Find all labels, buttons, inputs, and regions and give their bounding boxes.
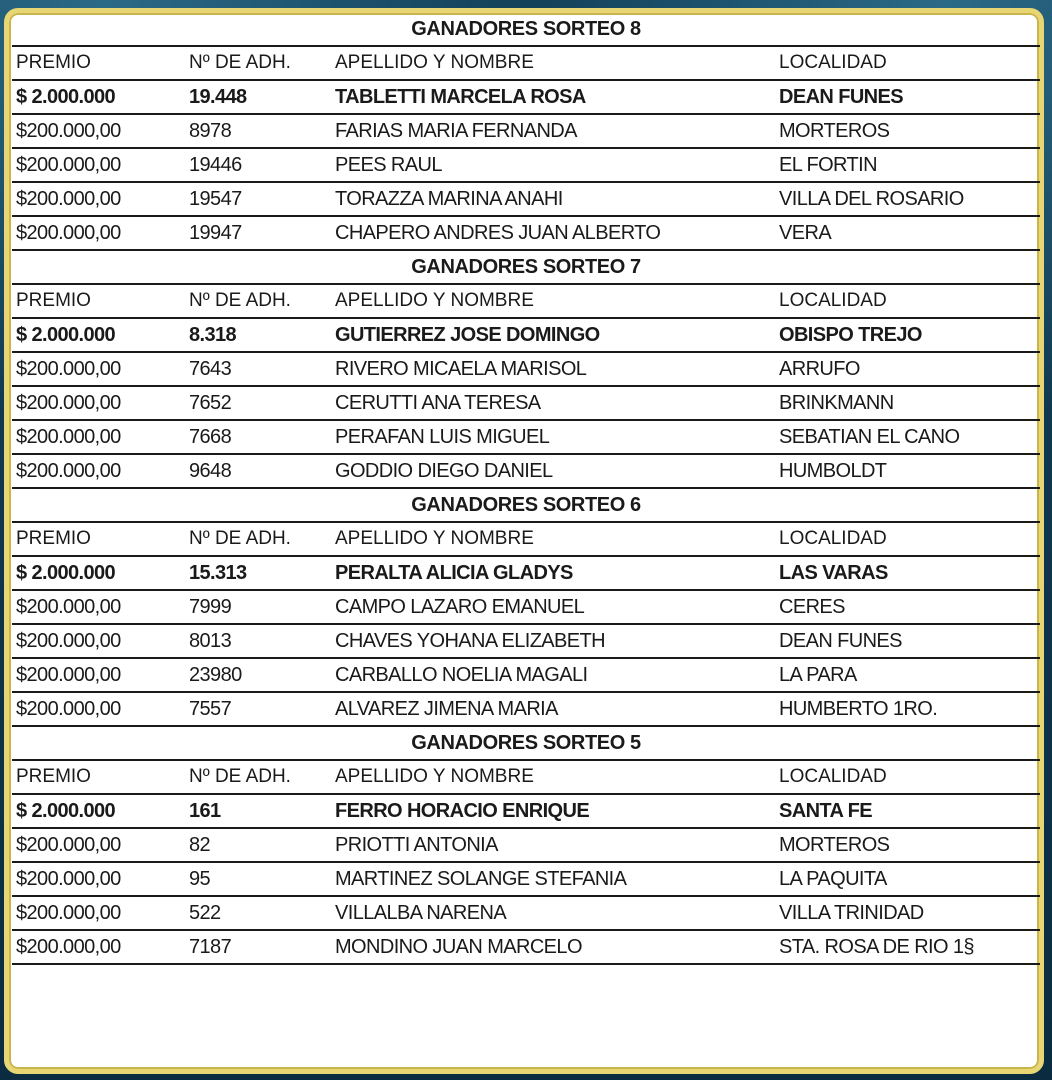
column-header-locality: LOCALIDAD	[775, 46, 1040, 80]
cell-adh: 7652	[185, 386, 331, 420]
cell-locality: VILLA TRINIDAD	[775, 896, 1040, 930]
cell-adh: 7643	[185, 352, 331, 386]
column-header-name: APELLIDO Y NOMBRE	[331, 760, 775, 794]
column-header-premio: PREMIO	[12, 46, 185, 80]
table-header-row	[12, 284, 1040, 318]
cell-premio: $ 2.000.000	[12, 318, 185, 352]
table-row	[12, 658, 1040, 692]
cell-premio: $200.000,00	[12, 692, 185, 726]
cell-premio: $200.000,00	[12, 114, 185, 148]
column-header-adh: Nº DE ADH.	[185, 284, 331, 318]
cell-adh: 8013	[185, 624, 331, 658]
cell-locality: SANTA FE	[775, 794, 1040, 828]
cell-premio: $200.000,00	[12, 862, 185, 896]
cell-premio: $200.000,00	[12, 352, 185, 386]
column-header-name: APELLIDO Y NOMBRE	[331, 284, 775, 318]
cell-locality: VERA	[775, 216, 1040, 250]
cell-premio: $200.000,00	[12, 454, 185, 488]
sorteo-title: GANADORES SORTEO 7	[12, 250, 1040, 284]
cell-name: CHAVES YOHANA ELIZABETH	[331, 624, 775, 658]
cell-adh: 19446	[185, 148, 331, 182]
table-row	[12, 896, 1040, 930]
cell-premio: $200.000,00	[12, 930, 185, 964]
table-row	[12, 114, 1040, 148]
cell-locality: BRINKMANN	[775, 386, 1040, 420]
cell-adh: 95	[185, 862, 331, 896]
table-row	[12, 182, 1040, 216]
cell-adh: 8.318	[185, 318, 331, 352]
cell-name: RIVERO MICAELA MARISOL	[331, 352, 775, 386]
cell-name: FARIAS MARIA FERNANDA	[331, 114, 775, 148]
table-row-main-prize	[12, 318, 1040, 352]
column-header-adh: Nº DE ADH.	[185, 46, 331, 80]
cell-adh: 522	[185, 896, 331, 930]
table-row	[12, 216, 1040, 250]
column-header-locality: LOCALIDAD	[775, 284, 1040, 318]
cell-locality: LAS VARAS	[775, 556, 1040, 590]
table-header-row	[12, 522, 1040, 556]
cell-name: VILLALBA NARENA	[331, 896, 775, 930]
sorteo-title-row	[12, 250, 1040, 284]
cell-name: TABLETTI MARCELA ROSA	[331, 80, 775, 114]
cell-name: MARTINEZ SOLANGE STEFANIA	[331, 862, 775, 896]
cell-locality: MORTEROS	[775, 828, 1040, 862]
cell-name: PEES RAUL	[331, 148, 775, 182]
cell-name: MONDINO JUAN MARCELO	[331, 930, 775, 964]
cell-adh: 7668	[185, 420, 331, 454]
cell-adh: 161	[185, 794, 331, 828]
cell-adh: 7187	[185, 930, 331, 964]
cell-adh: 8978	[185, 114, 331, 148]
table-header-row	[12, 760, 1040, 794]
cell-adh: 19.448	[185, 80, 331, 114]
cell-premio: $200.000,00	[12, 828, 185, 862]
winners-table	[12, 13, 1040, 965]
cell-locality: STA. ROSA DE RIO 1§	[775, 930, 1040, 964]
cell-adh: 23980	[185, 658, 331, 692]
sorteo-title-row	[12, 13, 1040, 46]
cell-premio: $200.000,00	[12, 896, 185, 930]
column-header-premio: PREMIO	[12, 284, 185, 318]
cell-adh: 19547	[185, 182, 331, 216]
table-row	[12, 692, 1040, 726]
cell-locality: CERES	[775, 590, 1040, 624]
cell-premio: $200.000,00	[12, 148, 185, 182]
cell-name: PRIOTTI ANTONIA	[331, 828, 775, 862]
column-header-premio: PREMIO	[12, 522, 185, 556]
sorteo-title-row	[12, 726, 1040, 760]
cell-locality: HUMBOLDT	[775, 454, 1040, 488]
cell-name: CHAPERO ANDRES JUAN ALBERTO	[331, 216, 775, 250]
cell-locality: DEAN FUNES	[775, 80, 1040, 114]
cell-locality: DEAN FUNES	[775, 624, 1040, 658]
cell-adh: 7557	[185, 692, 331, 726]
cell-adh: 15.313	[185, 556, 331, 590]
cell-name: CARBALLO NOELIA MAGALI	[331, 658, 775, 692]
cell-locality: HUMBERTO 1RO.	[775, 692, 1040, 726]
column-header-locality: LOCALIDAD	[775, 760, 1040, 794]
sorteo-title: GANADORES SORTEO 5	[12, 726, 1040, 760]
table-row	[12, 590, 1040, 624]
table-row	[12, 454, 1040, 488]
cell-adh: 7999	[185, 590, 331, 624]
cell-name: CERUTTI ANA TERESA	[331, 386, 775, 420]
cell-premio: $200.000,00	[12, 420, 185, 454]
cell-name: TORAZZA MARINA ANAHI	[331, 182, 775, 216]
cell-locality: SEBATIAN EL CANO	[775, 420, 1040, 454]
table-row	[12, 352, 1040, 386]
column-header-adh: Nº DE ADH.	[185, 760, 331, 794]
cell-locality: EL FORTIN	[775, 148, 1040, 182]
cell-name: FERRO HORACIO ENRIQUE	[331, 794, 775, 828]
cell-premio: $200.000,00	[12, 624, 185, 658]
column-header-premio: PREMIO	[12, 760, 185, 794]
cell-locality: LA PARA	[775, 658, 1040, 692]
column-header-adh: Nº DE ADH.	[185, 522, 331, 556]
column-header-name: APELLIDO Y NOMBRE	[331, 522, 775, 556]
table-row	[12, 148, 1040, 182]
cell-name: GUTIERREZ JOSE DOMINGO	[331, 318, 775, 352]
table-row-main-prize	[12, 794, 1040, 828]
table-header-row	[12, 46, 1040, 80]
table-row	[12, 386, 1040, 420]
sorteo-title: GANADORES SORTEO 6	[12, 488, 1040, 522]
sorteo-title: GANADORES SORTEO 8	[12, 13, 1040, 46]
cell-premio: $200.000,00	[12, 182, 185, 216]
cell-premio: $ 2.000.000	[12, 80, 185, 114]
cell-locality: MORTEROS	[775, 114, 1040, 148]
cell-premio: $ 2.000.000	[12, 556, 185, 590]
table-row	[12, 420, 1040, 454]
table-row-main-prize	[12, 80, 1040, 114]
cell-adh: 19947	[185, 216, 331, 250]
table-row	[12, 624, 1040, 658]
cell-adh: 9648	[185, 454, 331, 488]
cell-premio: $200.000,00	[12, 386, 185, 420]
cell-premio: $200.000,00	[12, 216, 185, 250]
cell-locality: ARRUFO	[775, 352, 1040, 386]
cell-name: PERAFAN LUIS MIGUEL	[331, 420, 775, 454]
cell-name: PERALTA ALICIA GLADYS	[331, 556, 775, 590]
table-row-main-prize	[12, 556, 1040, 590]
cell-premio: $200.000,00	[12, 590, 185, 624]
sorteo-title-row	[12, 488, 1040, 522]
table-row	[12, 828, 1040, 862]
cell-premio: $200.000,00	[12, 658, 185, 692]
cell-name: ALVAREZ JIMENA MARIA	[331, 692, 775, 726]
column-header-locality: LOCALIDAD	[775, 522, 1040, 556]
cell-premio: $ 2.000.000	[12, 794, 185, 828]
cell-adh: 82	[185, 828, 331, 862]
table-row	[12, 930, 1040, 964]
cell-name: CAMPO LAZARO EMANUEL	[331, 590, 775, 624]
column-header-name: APELLIDO Y NOMBRE	[331, 46, 775, 80]
cell-locality: VILLA DEL ROSARIO	[775, 182, 1040, 216]
cell-locality: OBISPO TREJO	[775, 318, 1040, 352]
table-row	[12, 862, 1040, 896]
cell-locality: LA PAQUITA	[775, 862, 1040, 896]
cell-name: GODDIO DIEGO DANIEL	[331, 454, 775, 488]
